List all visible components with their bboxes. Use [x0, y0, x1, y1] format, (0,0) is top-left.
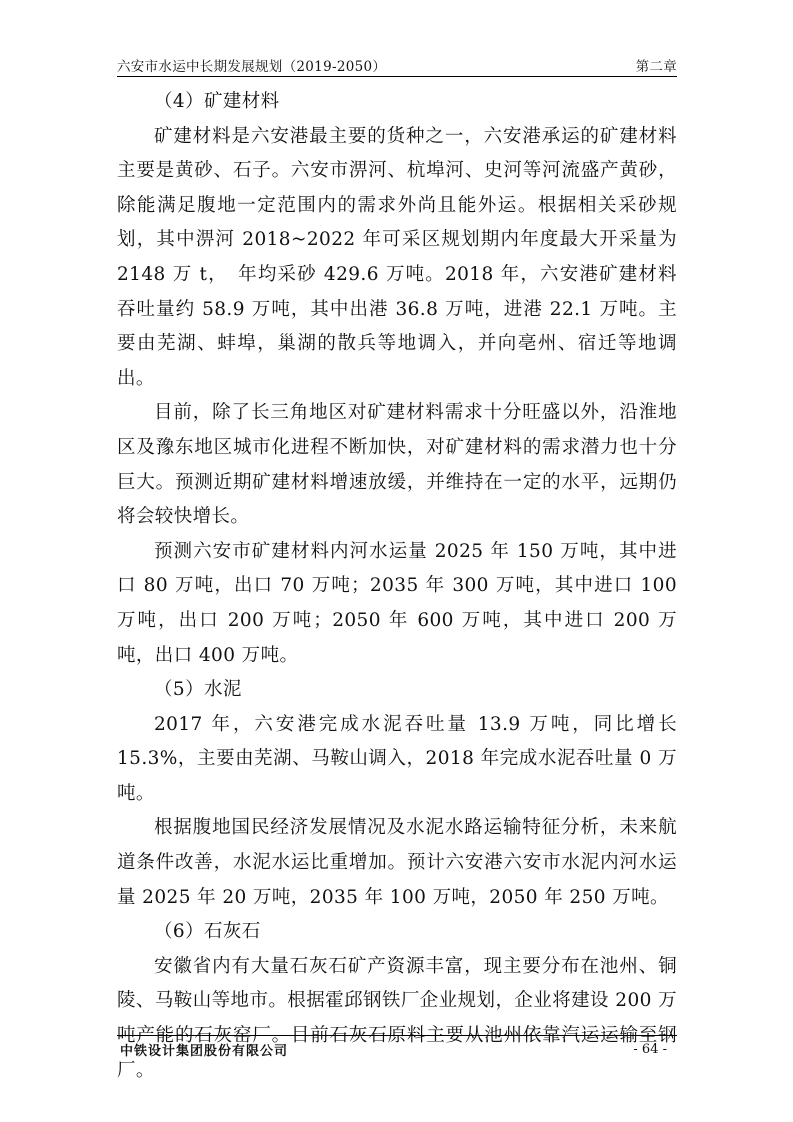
document-title: 六安市水运中长期发展规划（2019-2050） — [117, 59, 387, 75]
section-heading-limestone: （6）石灰石 — [154, 921, 261, 943]
section-heading-cement: （5）水泥 — [154, 679, 242, 701]
chapter-label: 第二章 — [635, 59, 677, 75]
paragraph: 根据腹地国民经济发展情况及水泥水路运输特征分析，未来航道条件改善，水泥水运比重增加。预计六安港六安市水泥内河水运量 2025 年 20 万吨，2035 年 100 万吨，2050 年 250 万吨。 — [117, 817, 677, 908]
paragraph: 安徽省内有大量石灰石矿产资源丰富，现主要分布在池州、铜陵、马鞍山等地市。根据霍邱钢铁厂企业规划，企业将建设 200 万吨产能的石灰窑厂。目前石灰石原料主要从池州依靠汽运运输至钢厂。 — [117, 955, 677, 1081]
company-name: 中铁设计集团股份有限公司 — [120, 1044, 289, 1059]
paragraph: 2017 年，六安港完成水泥吞吐量 13.9 万吨，同比增长 15.3%，主要由芜湖、马鞍山调入，2018 年完成水泥吞吐量 0 万吨。 — [117, 713, 677, 804]
page-number: - 64 - — [633, 1042, 667, 1057]
section-heading-building-materials: （4）矿建材料 — [154, 91, 280, 112]
header-divider — [117, 76, 677, 77]
paragraph: 目前，除了长三角地区对矿建材料需求十分旺盛以外，沿淮地区及豫东地区城市化进程不断加快，对矿建材料的需求潜力也十分巨大。预测近期矿建材料增速放缓，并维持在一定的水平，远期仍将会较快增长。 — [117, 402, 677, 528]
paragraph: 矿建材料是六安港最主要的货种之一，六安港承运的矿建材料主要是黄砂、石子。六安市淠河、杭埠河、史河等河流盛产黄砂，除能满足腹地一定范围内的需求外尚且能外运。根据相关采砂规划，其中淠河 2018~2022 年可采区规划期内年度最大开采量为 2148 万 t， 年均采砂 429.6 万吨。2018 年，六安港矿建材料吞吐量约 58.9 万吨，其中出港 36.8 万吨，进港 22.1 万吨。主要由芜湖、蚌埠，巢湖的散兵等地调入，并向亳州、宿迁等地调出。 — [117, 125, 677, 389]
page-content — [117, 85, 677, 1088]
footer-divider — [117, 1035, 677, 1036]
paragraph: 预测六安市矿建材料内河水运量 2025 年 150 万吨，其中进口 80 万吨，出口 70 万吨；2035 年 300 万吨，其中进口 100 万吨，出口 200 万吨；2050 年 600 万吨，其中进口 200 万吨，出口 400 万吨。 — [117, 540, 677, 666]
